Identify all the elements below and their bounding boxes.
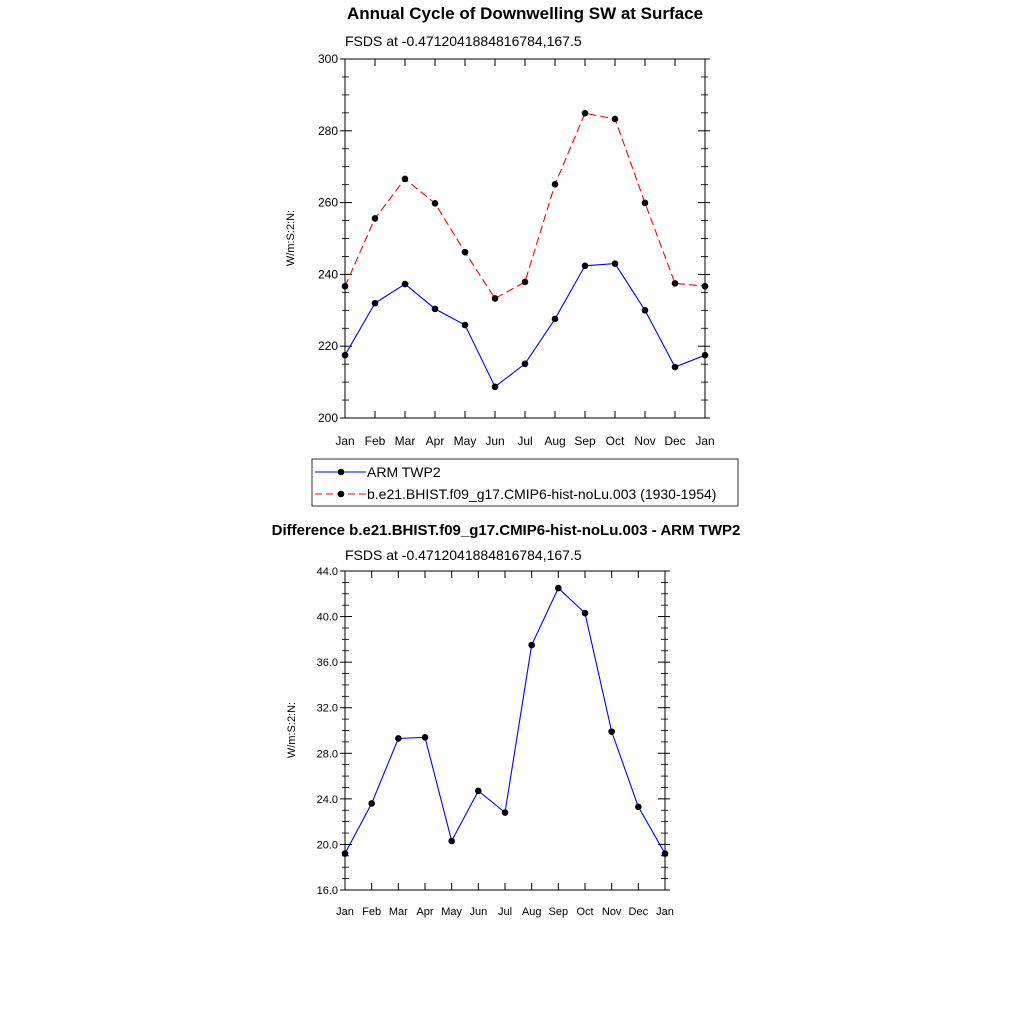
data-point <box>552 316 559 323</box>
x-tick-label: Jul <box>497 906 513 918</box>
data-point <box>522 360 529 367</box>
y-tick-label: 40.0 <box>316 611 338 624</box>
data-point <box>555 585 562 592</box>
series-lines <box>342 110 709 390</box>
x-tick-label: Nov <box>634 434 656 448</box>
legend-marker-arm <box>338 469 345 476</box>
legend-label-model: b.e21.BHIST.f09_g17.CMIP6-hist-noLu.003 (1930-1954) <box>367 486 717 502</box>
x-tick-label: Jan <box>695 434 715 448</box>
data-point <box>635 804 642 811</box>
data-point <box>372 215 379 222</box>
x-tick-label: Mar <box>394 434 416 448</box>
tick-marks <box>340 571 670 890</box>
x-tick-label: May <box>453 434 477 448</box>
data-point <box>448 838 455 845</box>
x-tick-label: Jun <box>469 906 488 918</box>
y-tick-label: 28.0 <box>316 748 338 761</box>
data-point <box>395 735 402 742</box>
x-tick-label: Aug <box>544 434 566 448</box>
x-tick-label: Sep <box>574 434 596 448</box>
data-point <box>462 322 469 329</box>
data-point <box>462 249 469 256</box>
x-tick-labels <box>335 434 714 448</box>
y-tick-label: 32.0 <box>316 702 338 715</box>
data-point <box>552 181 559 188</box>
chart-subtitle: FSDS at -0.4712041884816784,167.5 <box>345 33 582 49</box>
x-tick-label: Jul <box>517 434 533 448</box>
data-point <box>368 800 375 807</box>
data-point <box>372 300 379 307</box>
x-tick-label: Nov <box>601 906 622 918</box>
data-point <box>402 281 409 288</box>
y-tick-label: 280 <box>317 123 338 138</box>
legend-label-arm: ARM TWP2 <box>367 464 441 480</box>
x-tick-label: Oct <box>605 434 625 448</box>
y-tick-label: 24.0 <box>316 793 338 806</box>
y-tick-label: 20.0 <box>316 839 338 852</box>
x-tick-label: Apr <box>425 434 445 448</box>
y-tick-label: 240 <box>317 267 338 282</box>
data-point <box>642 307 649 314</box>
y-axis-label: W/m:S:2:N: <box>285 209 297 267</box>
y-tick-label: 300 <box>317 52 338 66</box>
x-tick-label: Oct <box>576 906 594 918</box>
data-point <box>432 306 439 313</box>
x-tick-label: Jan <box>656 906 674 918</box>
data-point <box>612 116 619 123</box>
data-point <box>432 200 439 207</box>
chart-annual-cycle <box>285 4 715 448</box>
y-tick-label: 36.0 <box>316 657 338 670</box>
chart-title: Difference b.e21.BHIST.f09_g17.CMIP6-hist-noLu.003 - ARM TWP2 <box>271 522 741 539</box>
data-point <box>422 734 429 741</box>
y-tick-label: 44.0 <box>316 566 338 578</box>
y-tick-labels <box>317 566 338 897</box>
data-point <box>522 279 529 286</box>
x-tick-label: Sep <box>548 906 569 918</box>
x-tick-label: Aug <box>521 906 542 918</box>
data-point <box>672 280 679 287</box>
x-tick-label: May <box>441 906 463 918</box>
x-tick-label: Dec <box>664 434 686 448</box>
data-point <box>608 728 615 735</box>
legend <box>312 459 738 506</box>
x-tick-label: Mar <box>388 906 408 918</box>
y-tick-label: 16.0 <box>316 885 338 897</box>
y-tick-label: 220 <box>317 339 338 354</box>
data-point <box>642 200 649 207</box>
data-point <box>492 383 499 390</box>
data-point <box>582 110 589 117</box>
data-point <box>582 262 589 269</box>
y-axis-label: W/m:S:2:N: <box>286 701 298 759</box>
chart-subtitle: FSDS at -0.4712041884816784,167.5 <box>345 547 582 563</box>
x-tick-label: Feb <box>364 434 386 448</box>
y-tick-label: 200 <box>317 411 338 425</box>
y-tick-labels <box>318 52 338 425</box>
data-point <box>528 642 535 649</box>
x-tick-labels <box>336 906 674 918</box>
series-lines <box>342 585 669 857</box>
data-point <box>672 364 679 371</box>
x-tick-label: Feb <box>362 906 382 918</box>
x-tick-label: Jan <box>336 906 354 918</box>
data-point <box>612 260 619 267</box>
x-tick-label: Apr <box>416 906 434 918</box>
data-point <box>492 295 499 302</box>
x-tick-label: Jun <box>485 434 505 448</box>
series-line-1 <box>345 113 705 298</box>
legend-marker-model <box>338 491 345 498</box>
y-tick-label: 260 <box>317 195 338 210</box>
x-tick-label: Jan <box>335 434 355 448</box>
data-point <box>502 809 509 816</box>
chart-title: Annual Cycle of Downwelling SW at Surface <box>346 4 704 23</box>
x-tick-label: Dec <box>628 906 649 918</box>
chart-difference <box>272 522 741 918</box>
data-point <box>475 788 482 795</box>
plot-frame <box>345 571 665 890</box>
data-point <box>402 176 409 183</box>
data-point <box>582 610 589 617</box>
